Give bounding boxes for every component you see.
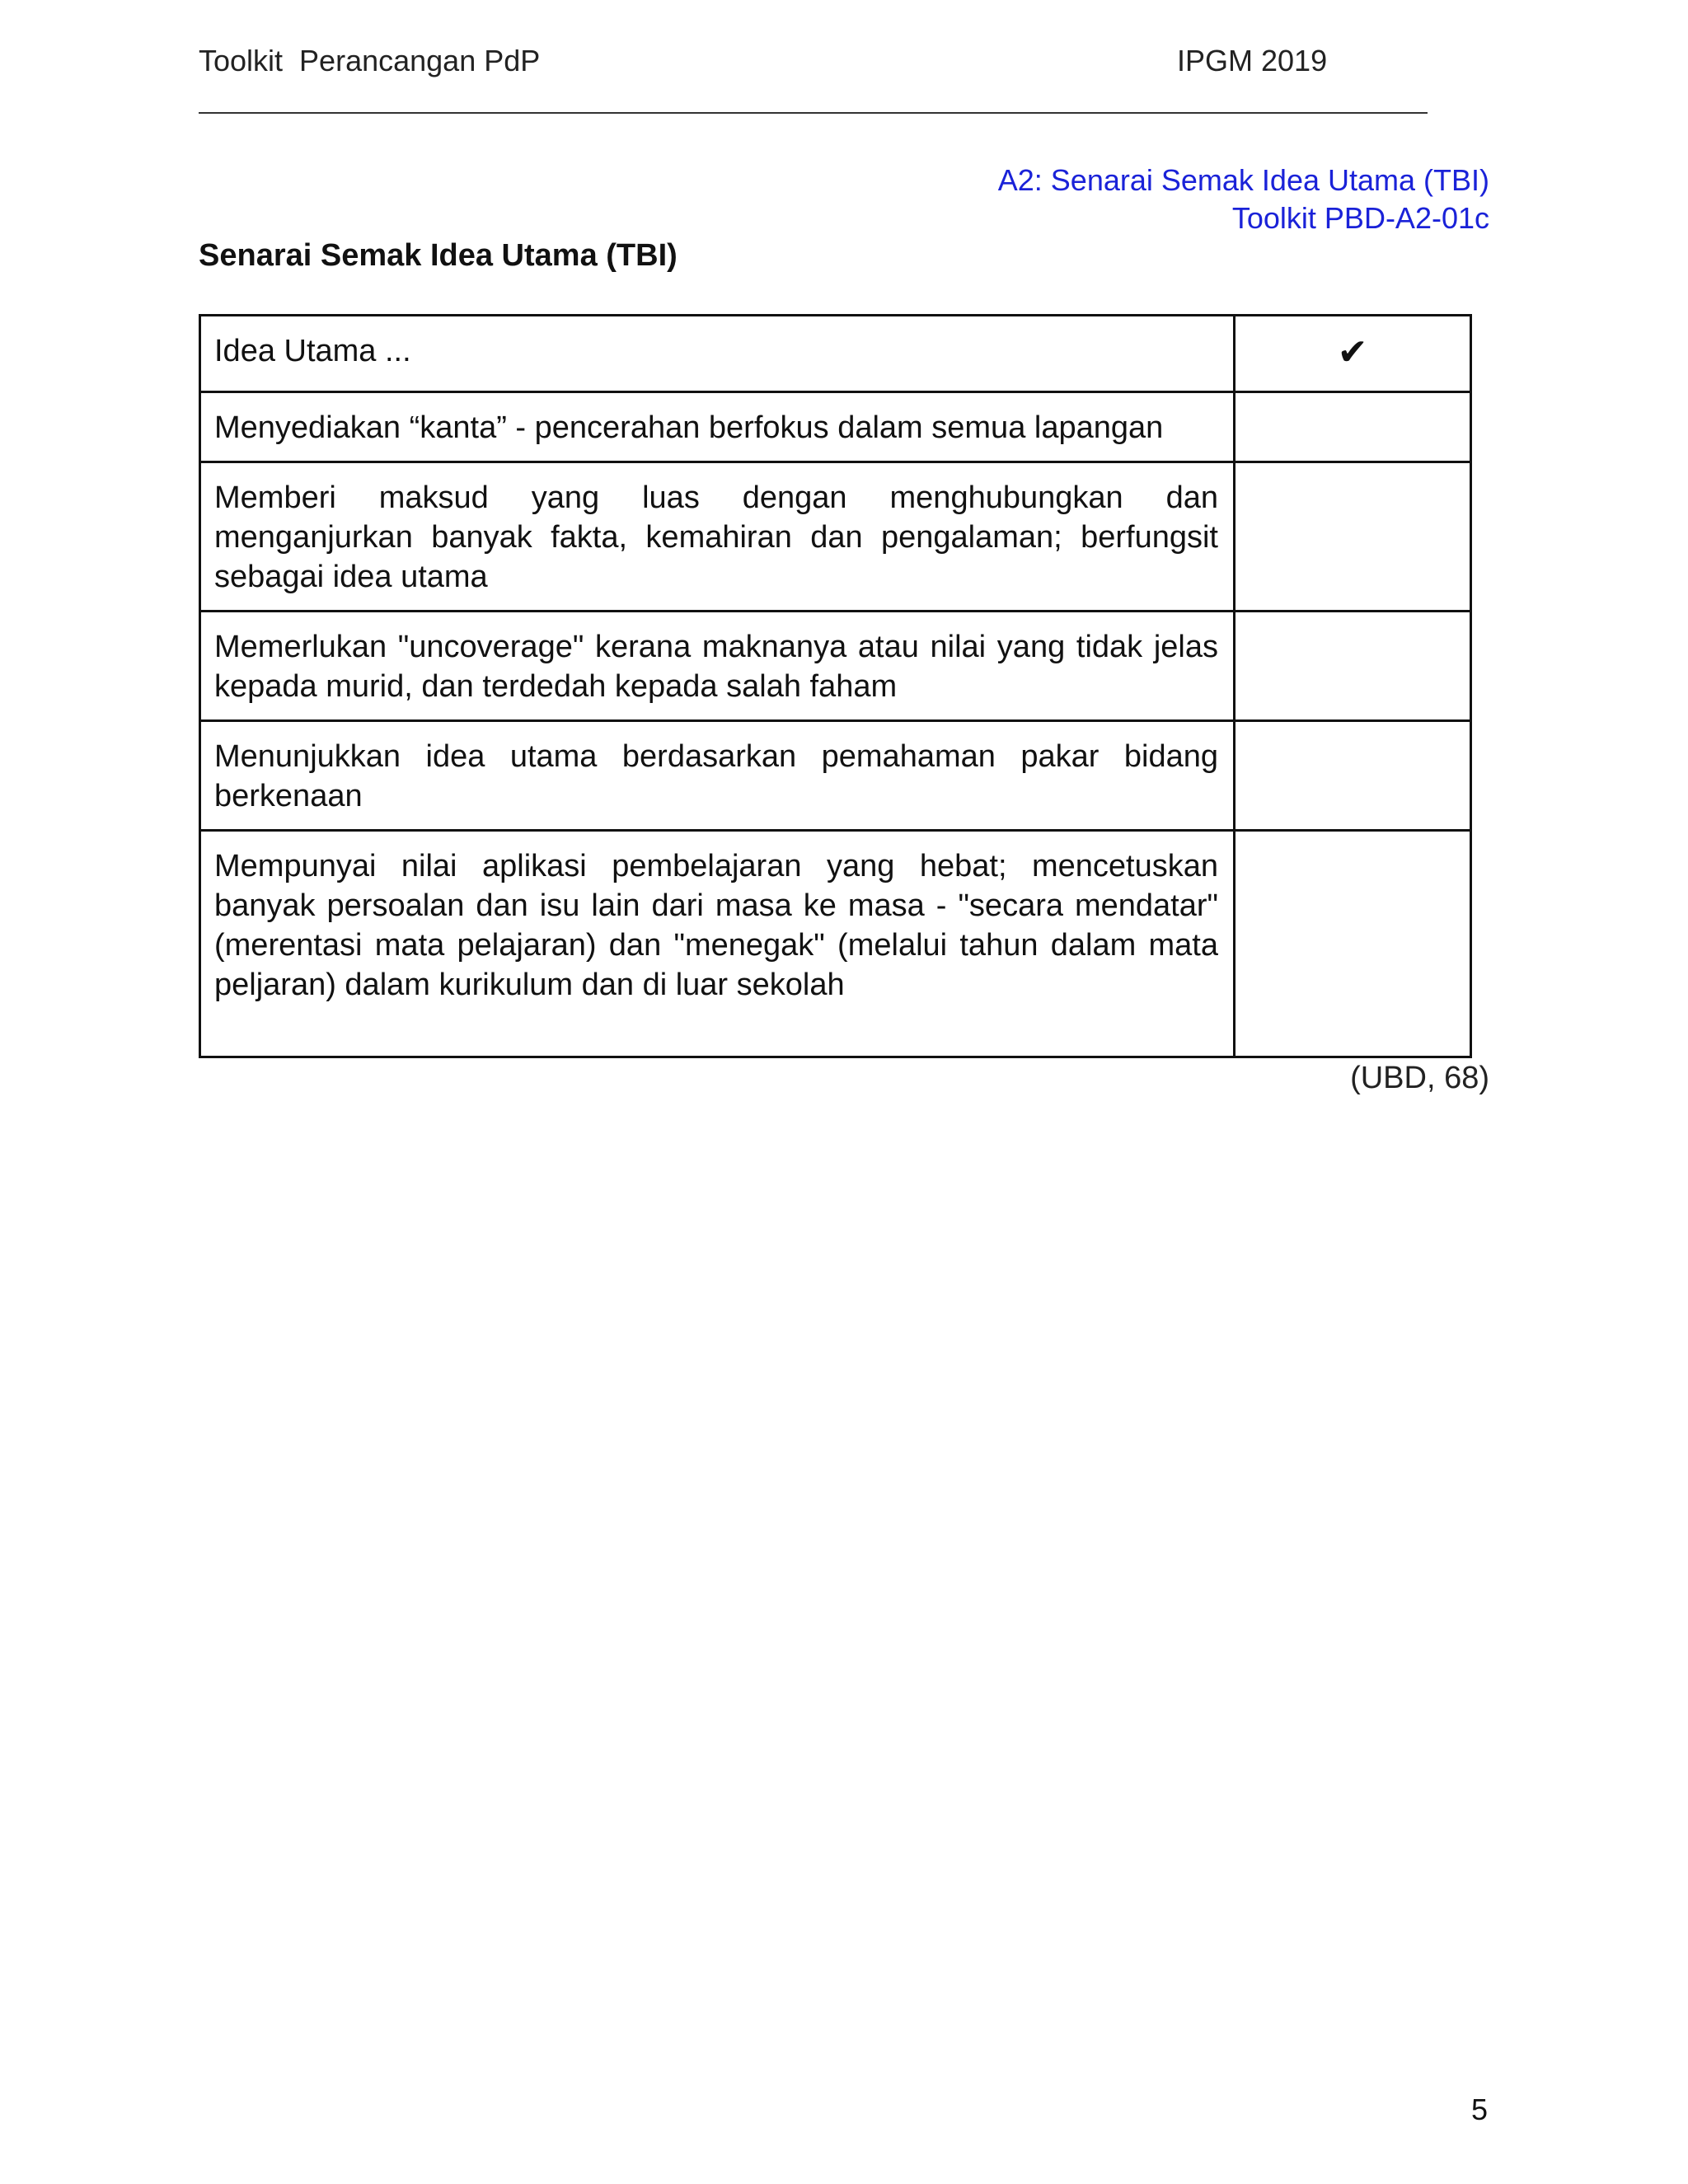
- criterion-cell: Memberi maksud yang luas dengan menghubungkan dan menganjurkan banyak fakta, kemahiran dan pengalaman; berfungsit sebagai idea utama: [200, 462, 1235, 612]
- document-reference: [748, 162, 1489, 237]
- header-divider: [199, 112, 1428, 114]
- check-column-header: [1235, 316, 1471, 392]
- page-number: 5: [1470, 2093, 1488, 2126]
- check-cell[interactable]: [1235, 831, 1471, 1057]
- running-header-year: IPGM 2019: [1177, 44, 1328, 77]
- running-header-title: Toolkit Perancangan PdP: [199, 44, 541, 77]
- criterion-cell: Menyediakan “kanta” - pencerahan berfokus dalam semua lapangan: [200, 392, 1235, 462]
- check-cell[interactable]: [1235, 612, 1471, 721]
- check-cell[interactable]: [1235, 721, 1471, 831]
- table-row: [200, 392, 1471, 462]
- citation: (UBD, 68): [1350, 1061, 1489, 1095]
- check-cell[interactable]: [1235, 462, 1471, 612]
- table-row: [200, 612, 1471, 721]
- reference-toolkit-code: Toolkit PBD-A2-01c: [1231, 201, 1489, 235]
- criterion-cell: Memerlukan "uncoverage" kerana maknanya atau nilai yang tidak jelas kepada murid, dan terdedah kepada salah faham: [200, 612, 1235, 721]
- table-row: [200, 831, 1471, 1057]
- checklist-table: [199, 314, 1472, 1058]
- table-header-row: [200, 316, 1471, 392]
- check-cell[interactable]: [1235, 392, 1471, 462]
- criterion-header: Idea Utama ...: [200, 316, 1235, 392]
- criterion-cell: Mempunyai nilai aplikasi pembelajaran yang hebat; mencetuskan banyak persoalan dan isu lain dari masa ke masa - "secara mendatar" (merentasi mata pelajaran) dan "menegak" (melalui tahun dalam mata peljaran) dalam kurikulum dan di luar sekolah: [200, 831, 1235, 1057]
- table-row: [200, 721, 1471, 831]
- page-title: Senarai Semak Idea Utama (TBI): [199, 238, 678, 273]
- reference-section-label: A2: Senarai Semak Idea Utama (TBI): [997, 163, 1489, 197]
- criterion-cell: Menunjukkan idea utama berdasarkan pemahaman pakar bidang berkenaan: [200, 721, 1235, 831]
- table-row: [200, 462, 1471, 612]
- check-mark-icon: ✔: [1337, 331, 1368, 373]
